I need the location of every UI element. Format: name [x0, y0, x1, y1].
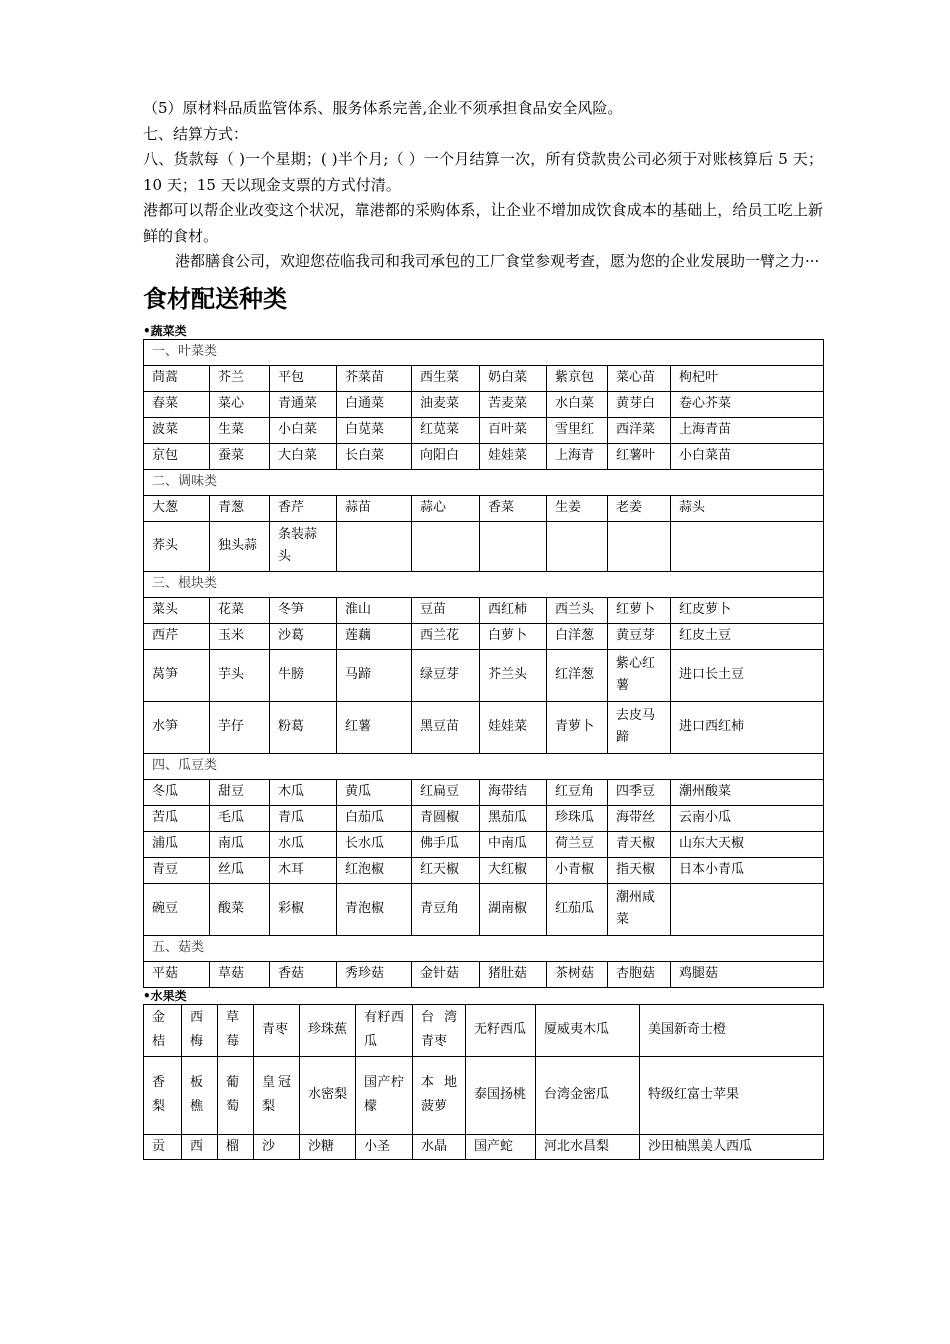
- table-cell: 荷兰豆: [547, 831, 608, 857]
- category-heading: 一、叶菜类: [144, 339, 824, 365]
- table-cell: 青豆: [144, 857, 210, 883]
- table-cell: 四季豆: [608, 779, 671, 805]
- table-cell: 葡萄: [218, 1056, 254, 1134]
- table-cell: 国产柠檬: [356, 1056, 413, 1134]
- table-cell: [671, 521, 824, 571]
- table-cell: 木耳: [270, 857, 337, 883]
- paragraph: 港都膳食公司，欢迎您莅临我司和我司承包的工厂食堂参观考查，愿为您的企业发展助一臂之力···: [175, 252, 820, 270]
- table-cell: 独头蒜: [210, 521, 270, 571]
- table-cell: 青圆椒: [412, 805, 480, 831]
- table-cell: 西生菜: [412, 365, 480, 391]
- table-cell: 酸菜: [210, 883, 270, 935]
- table-cell: 山东大天椒: [671, 831, 824, 857]
- table-row: [144, 701, 824, 753]
- table-cell: [547, 521, 608, 571]
- table-cell: 毛瓜: [210, 805, 270, 831]
- table-cell: 蒜心: [412, 495, 480, 521]
- table-cell: 彩椒: [270, 883, 337, 935]
- table-cell: 豆苗: [412, 597, 480, 623]
- table-cell: 佛手瓜: [412, 831, 480, 857]
- table-cell: 红泡椒: [337, 857, 412, 883]
- table-cell: 浦瓜: [144, 831, 210, 857]
- table-row: [144, 597, 824, 623]
- table-cell: 绿豆芽: [412, 649, 480, 701]
- table-cell: 青葱: [210, 495, 270, 521]
- table-cell: 潮州酸菜: [671, 779, 824, 805]
- table-cell: 小圣: [356, 1134, 413, 1159]
- table-cell: 芥兰: [210, 365, 270, 391]
- paragraph: （5）原材料品质监管体系、服务体系完善,企业不须承担食品安全风险。: [143, 99, 623, 117]
- table-cell: 花菜: [210, 597, 270, 623]
- table-cell: 本地菠萝: [413, 1056, 466, 1134]
- table-cell: 粉葛: [270, 701, 337, 753]
- paragraph: 七、结算方式：: [143, 124, 249, 143]
- table-cell: 菜心苗: [608, 365, 671, 391]
- table-cell: 芥兰头: [480, 649, 547, 701]
- table-cell: 珍珠瓜: [547, 805, 608, 831]
- table-cell: 小白菜苗: [671, 443, 824, 469]
- table-cell: 秀珍菇: [337, 961, 412, 987]
- table-cell: 西: [182, 1134, 218, 1159]
- table-cell: 台湾青枣: [413, 1004, 466, 1056]
- table-row: [144, 521, 824, 571]
- table-cell: 香梨: [144, 1056, 182, 1134]
- table-cell: 淮山: [337, 597, 412, 623]
- table-cell: 进口长土豆: [671, 649, 824, 701]
- category-row: [144, 935, 824, 961]
- table-cell: 上海青苗: [671, 417, 824, 443]
- table-cell: 茶树菇: [547, 961, 608, 987]
- table-cell: 西梅: [182, 1004, 218, 1056]
- table-cell: 菜头: [144, 597, 210, 623]
- table-cell: 白萝卜: [480, 623, 547, 649]
- table-cell: 草菇: [210, 961, 270, 987]
- table-row: [144, 365, 824, 391]
- table-cell: 娃娃菜: [480, 701, 547, 753]
- table-row: [144, 883, 824, 935]
- table-cell: 甜豆: [210, 779, 270, 805]
- table-cell: 玉米: [210, 623, 270, 649]
- table-cell: 上海青: [547, 443, 608, 469]
- table-cell: 西兰花: [412, 623, 480, 649]
- table-cell: 蒜头: [671, 495, 824, 521]
- table-cell: 紫京包: [547, 365, 608, 391]
- table-cell: [337, 521, 412, 571]
- table-cell: 奶白菜: [480, 365, 547, 391]
- table-cell: 进口西红柿: [671, 701, 824, 753]
- table-cell: 波菜: [144, 417, 210, 443]
- table-cell: 冬笋: [270, 597, 337, 623]
- table-cell: 茼蒿: [144, 365, 210, 391]
- table-row: [144, 417, 824, 443]
- table-cell: 蒜苗: [337, 495, 412, 521]
- table-cell: 娃娃菜: [480, 443, 547, 469]
- fruit-label: •水果类: [143, 988, 187, 1003]
- table-cell: 红薯: [337, 701, 412, 753]
- table-cell: 荞头: [144, 521, 210, 571]
- category-heading: 四、瓜豆类: [144, 753, 824, 779]
- table-row: [144, 623, 824, 649]
- table-cell: 枸杞叶: [671, 365, 824, 391]
- table-cell: 芋仔: [210, 701, 270, 753]
- table-cell: 老姜: [608, 495, 671, 521]
- table-cell: 西兰头: [547, 597, 608, 623]
- document-page: [143, 96, 823, 1160]
- table-cell: 苦麦菜: [480, 391, 547, 417]
- table-cell: 小青椒: [547, 857, 608, 883]
- table-cell: 珍珠蕉: [300, 1004, 356, 1056]
- table-cell: 黄豆芽: [608, 623, 671, 649]
- table-cell: 香芹: [270, 495, 337, 521]
- table-cell: 金针菇: [412, 961, 480, 987]
- table-cell: 红皮萝卜: [671, 597, 824, 623]
- table-cell: 水密梨: [300, 1056, 356, 1134]
- table-cell: 猪肚菇: [480, 961, 547, 987]
- table-cell: 红扁豆: [412, 779, 480, 805]
- table-cell: 大红椒: [480, 857, 547, 883]
- table-cell: 水晶: [413, 1134, 466, 1159]
- table-cell: 水笋: [144, 701, 210, 753]
- table-row: [144, 857, 824, 883]
- table-cell: 指天椒: [608, 857, 671, 883]
- table-cell: 青泡椒: [337, 883, 412, 935]
- table-cell: 莲藕: [337, 623, 412, 649]
- table-cell: 红薯叶: [608, 443, 671, 469]
- table-cell: 青豆角: [412, 883, 480, 935]
- table-cell: 向阳白: [412, 443, 480, 469]
- table-cell: 平包: [270, 365, 337, 391]
- table-cell: 青萝卜: [547, 701, 608, 753]
- table-row: [144, 1056, 824, 1134]
- table-cell: [412, 521, 480, 571]
- table-cell: 中南瓜: [480, 831, 547, 857]
- table-cell: 生菜: [210, 417, 270, 443]
- category-heading: 五、菇类: [144, 935, 824, 961]
- category-row: [144, 753, 824, 779]
- table-cell: 板樵: [182, 1056, 218, 1134]
- table-cell: 云南小瓜: [671, 805, 824, 831]
- category-row: [144, 469, 824, 495]
- paragraph: 八、货款每（ )一个星期；( )半个月;（ ）一个月结算一次，所有贷款贵公司必须于对账核算后 5 天；10 天；15 天以现金支票的方式付清。: [143, 150, 823, 194]
- table-cell: 海带结: [480, 779, 547, 805]
- table-cell: 沙葛: [270, 623, 337, 649]
- table-cell: 油麦菜: [412, 391, 480, 417]
- table-row: [144, 779, 824, 805]
- table-cell: 生姜: [547, 495, 608, 521]
- table-cell: 丝瓜: [210, 857, 270, 883]
- table-cell: 厦威夷木瓜: [536, 1004, 640, 1056]
- table-cell: 大葱: [144, 495, 210, 521]
- table-cell: [671, 883, 824, 935]
- table-row: [144, 649, 824, 701]
- category-row: [144, 339, 824, 365]
- category-heading: 三、根块类: [144, 571, 824, 597]
- table-cell: 大白菜: [270, 443, 337, 469]
- table-cell: 紫心红薯: [608, 649, 671, 701]
- category-row: [144, 571, 824, 597]
- table-row: [144, 1134, 824, 1159]
- table-cell: 无籽西瓜: [466, 1004, 536, 1056]
- vegetable-label: •蔬菜类: [143, 323, 187, 338]
- section-heading: 食材配送种类: [143, 284, 287, 313]
- table-cell: 白通菜: [337, 391, 412, 417]
- table-cell: 红皮土豆: [671, 623, 824, 649]
- table-cell: 红豆角: [547, 779, 608, 805]
- table-cell: 条装蒜头: [270, 521, 337, 571]
- category-heading: 二、调味类: [144, 469, 824, 495]
- table-cell: 马蹄: [337, 649, 412, 701]
- table-cell: 芥菜苗: [337, 365, 412, 391]
- table-cell: 黑豆苗: [412, 701, 480, 753]
- table-cell: 木瓜: [270, 779, 337, 805]
- table-cell: 青天椒: [608, 831, 671, 857]
- table-cell: 雪里红: [547, 417, 608, 443]
- table-cell: 京包: [144, 443, 210, 469]
- table-cell: 南瓜: [210, 831, 270, 857]
- table-cell: 有籽西瓜: [356, 1004, 413, 1056]
- table-cell: 黄瓜: [337, 779, 412, 805]
- table-cell: 贡: [144, 1134, 182, 1159]
- table-cell: 长白菜: [337, 443, 412, 469]
- table-cell: 小白菜: [270, 417, 337, 443]
- table-cell: 红萝卜: [608, 597, 671, 623]
- table-row: [144, 831, 824, 857]
- table-cell: 红天椒: [412, 857, 480, 883]
- table-cell: 西洋菜: [608, 417, 671, 443]
- table-cell: 杏胞菇: [608, 961, 671, 987]
- table-row: [144, 1004, 824, 1056]
- table-cell: 特级红富士苹果: [640, 1056, 824, 1134]
- paragraph: 港都可以帮企业改变这个状况，靠港都的采购体系，让企业不增加成饮食成本的基础上，给员工吃上新鲜的食材。: [143, 201, 823, 245]
- table-cell: 金桔: [144, 1004, 182, 1056]
- table-row: [144, 805, 824, 831]
- table-cell: 百叶菜: [480, 417, 547, 443]
- table-cell: 蚕菜: [210, 443, 270, 469]
- table-cell: 青枣: [254, 1004, 300, 1056]
- table-cell: 香菇: [270, 961, 337, 987]
- table-cell: 白苋菜: [337, 417, 412, 443]
- table-cell: 西红柿: [480, 597, 547, 623]
- table-cell: 春菜: [144, 391, 210, 417]
- table-cell: 青通菜: [270, 391, 337, 417]
- table-cell: 黄芽白: [608, 391, 671, 417]
- table-cell: 白茄瓜: [337, 805, 412, 831]
- table-row: [144, 495, 824, 521]
- table-cell: 牛膀: [270, 649, 337, 701]
- table-cell: 芋头: [210, 649, 270, 701]
- table-cell: 海带丝: [608, 805, 671, 831]
- table-cell: 苦瓜: [144, 805, 210, 831]
- table-cell: 香菜: [480, 495, 547, 521]
- table-cell: 水白菜: [547, 391, 608, 417]
- table-cell: 河北水昌梨: [536, 1134, 640, 1159]
- table-cell: 潮州咸菜: [608, 883, 671, 935]
- table-cell: 红洋葱: [547, 649, 608, 701]
- table-cell: 泰国扬桃: [466, 1056, 536, 1134]
- table-cell: 沙: [254, 1134, 300, 1159]
- table-cell: 皇冠梨: [254, 1056, 300, 1134]
- table-row: [144, 391, 824, 417]
- table-cell: 国产蛇: [466, 1134, 536, 1159]
- table-cell: 西芹: [144, 623, 210, 649]
- table-cell: 去皮马蹄: [608, 701, 671, 753]
- table-cell: 水瓜: [270, 831, 337, 857]
- table-cell: 菜心: [210, 391, 270, 417]
- table-cell: 日本小青瓜: [671, 857, 824, 883]
- table-cell: 草莓: [218, 1004, 254, 1056]
- table-cell: [608, 521, 671, 571]
- table-cell: 黑茄瓜: [480, 805, 547, 831]
- table-cell: 鸡腿菇: [671, 961, 824, 987]
- table-cell: 台湾金密瓜: [536, 1056, 640, 1134]
- table-row: [144, 961, 824, 987]
- table-cell: 白洋葱: [547, 623, 608, 649]
- table-cell: 碗豆: [144, 883, 210, 935]
- table-cell: 长水瓜: [337, 831, 412, 857]
- table-cell: 平菇: [144, 961, 210, 987]
- table-cell: 美国新奇士橙: [640, 1004, 824, 1056]
- table-row: [144, 443, 824, 469]
- table-cell: 红茄瓜: [547, 883, 608, 935]
- vegetable-table: [143, 339, 824, 988]
- fruit-table: [143, 1004, 824, 1160]
- table-cell: 莴笋: [144, 649, 210, 701]
- table-cell: 榴: [218, 1134, 254, 1159]
- table-cell: 冬瓜: [144, 779, 210, 805]
- table-cell: 沙糖: [300, 1134, 356, 1159]
- table-cell: [480, 521, 547, 571]
- table-cell: 湖南椒: [480, 883, 547, 935]
- table-cell: 青瓜: [270, 805, 337, 831]
- table-cell: 红苋菜: [412, 417, 480, 443]
- table-cell: 卷心芥菜: [671, 391, 824, 417]
- table-cell: 沙田柚黑美人西瓜: [640, 1134, 824, 1159]
